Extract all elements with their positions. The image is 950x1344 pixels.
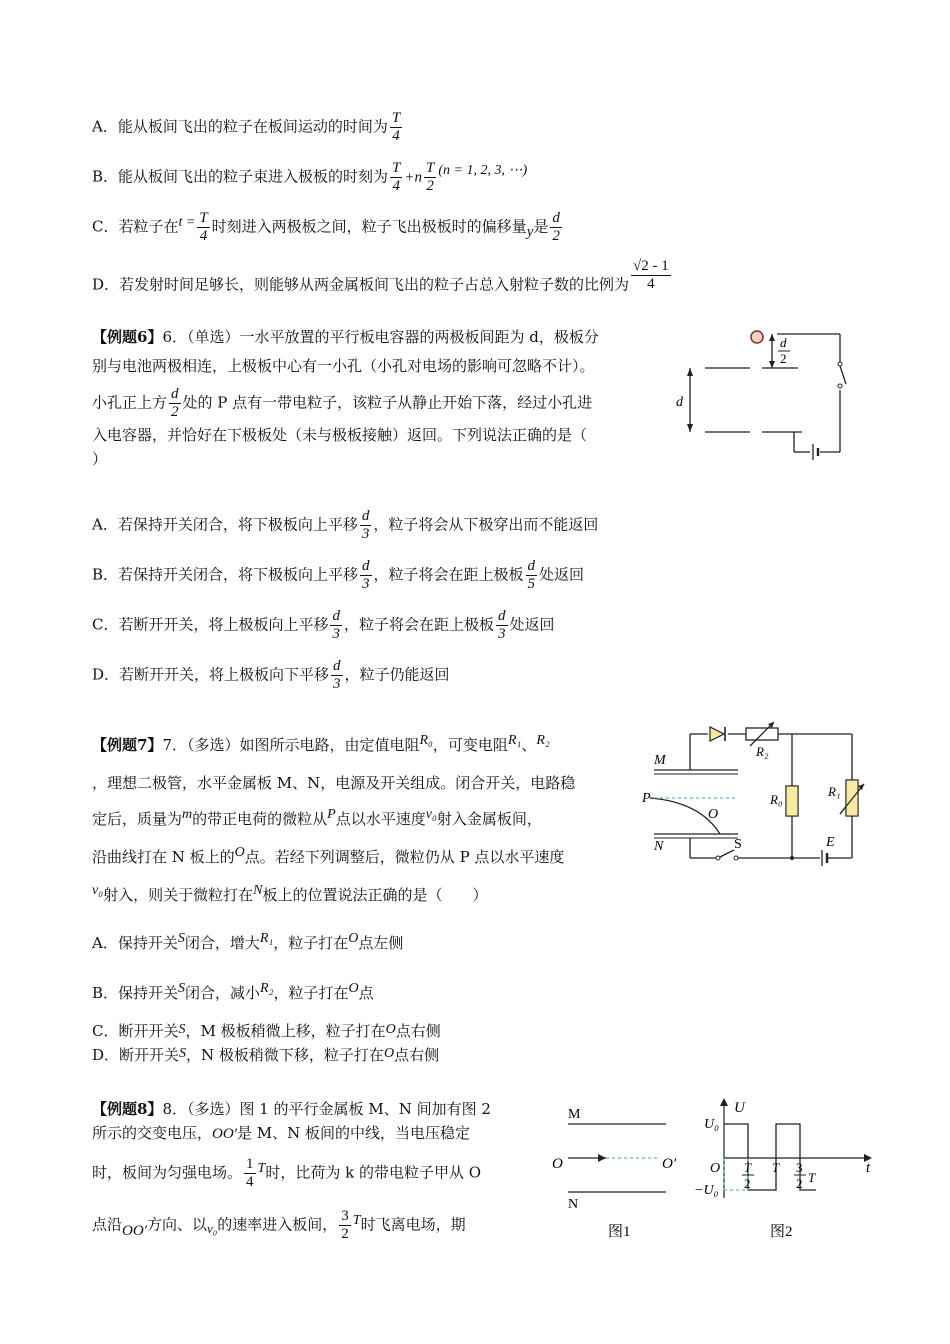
ex6-option-d: D．若断开开关，将上极板向下平移 $\frac{d}{3}$ ，粒子仍能返回 — [92, 658, 450, 692]
label-r1: R₁ — [828, 784, 841, 799]
q5-option-d: D．若发射时间足够长，则能够从两金属板间飞出的粒子占总入射粒子数的比例为 $\frac{√2 - 1}{4}$ — [92, 258, 669, 294]
label-d-half-den: 2 — [780, 351, 787, 366]
q5-option-c: C．若粒子在t = $\frac{T}{4}$ 时刻进入两极板之间，粒子飞出极板时的偏移量y是 $\frac{d}{2}$ — [92, 210, 560, 244]
fraction: $\frac{d}{5}$ — [527, 558, 536, 592]
fraction: $\frac{d}{3}$ — [498, 608, 506, 642]
ex6-line5: ） — [92, 450, 108, 468]
ex7-option-c: C．断开开关S，M 极板稍微上移，粒子打在O点右侧 — [92, 1022, 441, 1040]
ex8-figure1 — [548, 1100, 688, 1250]
figure-caption: 图2 — [770, 1224, 793, 1240]
label-t-half-num: T — [744, 1160, 752, 1175]
ex7-line3: 定后，质量为m的带正电荷的微粒从P点以水平速度v₀射入金属板间， — [92, 807, 542, 828]
ex6-option-b: B．若保持开关闭合，将下极板向上平移 $\frac{d}{3}$ ，粒子将会在距上极板 $\frac{d}{5}$ 处返回 — [92, 558, 585, 592]
label-three-half-t: T — [808, 1170, 816, 1185]
label-t-half-den: 2 — [744, 1176, 751, 1191]
fraction: $\frac{T}{4}$ — [199, 210, 208, 244]
ex6-line1: 【例题6】6．（单选）一水平放置的平行板电容器的两极板间距为 d，极板分 — [92, 328, 599, 346]
label-o-prime: O′ — [662, 1156, 677, 1172]
fraction: $\frac{T}{2}$ — [426, 160, 435, 194]
ex7-option-a: A．保持开关S闭合，增大R₁，粒子打在O点左侧 — [92, 931, 404, 952]
ex6-option-c: C．若断开开关，将上极板向上平移 $\frac{d}{3}$ ，粒子将会在距上极板 $\frac{d}{3}$ 处返回 — [92, 608, 555, 642]
ex6-option-a: A．若保持开关闭合，将下极板向上平移 $\frac{d}{3}$ ，粒子将会从下极穿出而不能返回 — [92, 508, 599, 542]
ex7-line5: v₀射入，则关于微粒打在N板上的位置说法正确的是（ ） — [92, 883, 488, 904]
fraction: $\frac{d}{2}$ — [171, 386, 179, 420]
ex8-figure2 — [690, 1094, 880, 1254]
label-o: O — [710, 1161, 721, 1176]
fraction: $\frac{3}{2}$ — [341, 1208, 349, 1242]
label-s: S — [734, 837, 742, 852]
label-t-period: T — [772, 1160, 780, 1175]
ex7-line4: 沿曲线打在 N 板上的O点。若经下列调整后，微粒仍从 P 点以水平速度 — [92, 845, 565, 866]
fraction: $\frac{T}{4}$ — [391, 110, 401, 144]
label-o: O — [708, 807, 719, 822]
ex8-line1: 【例题8】8．（多选）图 1 的平行金属板 M、N 间加有图 2 — [92, 1100, 491, 1118]
label-three-half-den: 2 — [796, 1176, 803, 1191]
ex6-line3: 小孔正上方 $\frac{d}{2}$ 处的 P 点有一带电粒子，该粒子从静止开始下落，经过小孔进 — [92, 386, 593, 420]
diode-icon — [710, 727, 724, 741]
ex6-line2: 别与电池两极相连，上极板中心有一小孔（小孔对电场的影响可忽略不计）。 — [92, 357, 595, 375]
ex6-capacitor-figure — [670, 320, 870, 460]
ex6-line4: 入电容器，并恰好在下极板处（未与极板接触）返回。下列说法正确的是（ — [92, 426, 588, 444]
particle-icon — [751, 331, 763, 343]
ex7-option-b: B．保持开关S闭合，减小R₂，粒子打在O点 — [92, 981, 374, 1002]
label-n: N — [654, 839, 664, 854]
label-r2: R₂ — [756, 744, 769, 759]
ex7-line2: ，理想二极管，水平金属板 M、N，电源及开关组成。闭合开关，电路稳 — [92, 774, 576, 792]
label-neg-u0: −U₀ — [694, 1183, 719, 1198]
label-m: M — [654, 753, 666, 768]
label-o: O — [552, 1156, 563, 1172]
fraction: $\frac{√2 - 1}{4}$ — [633, 258, 669, 292]
ex8-line2: 所示的交变电压，OO′是 M、N 板间的中线，当电压稳定 — [92, 1124, 470, 1142]
ex8-line3: 时，板间为匀强电场。 $\frac{1}{4}$ T时，比荷为 k 的带电粒子甲从 O — [92, 1156, 482, 1190]
label-p: P — [642, 791, 651, 806]
label-u: U — [734, 1100, 745, 1116]
fraction: $\frac{d}{3}$ — [332, 608, 340, 642]
label-d-half-num: d — [780, 335, 787, 350]
fraction: $\frac{T}{4}$ — [392, 160, 401, 194]
label-e: E — [826, 835, 835, 850]
fraction: $\frac{d}{2}$ — [552, 210, 560, 244]
ex7-option-d: D．断开开关S，N 极板稍微下移，粒子打在O点右侧 — [92, 1046, 440, 1064]
label-r0: R₀ — [770, 792, 783, 807]
fraction: $\frac{d}{3}$ — [361, 508, 370, 542]
fraction: $\frac{d}{3}$ — [333, 658, 341, 692]
ex7-circuit-figure — [640, 718, 880, 878]
fraction: $\frac{1}{4}$ — [246, 1156, 254, 1190]
label-t: t — [866, 1160, 871, 1176]
figure-caption: 图1 — [608, 1224, 631, 1240]
label-d: d — [676, 395, 683, 410]
q5-option-a: A．能从板间飞出的粒子在板间运动的时间为 $\frac{T}{4}$ — [92, 110, 401, 144]
label-u0: U₀ — [704, 1117, 719, 1132]
label-m: M — [568, 1107, 581, 1122]
label-three-half-num: 3 — [796, 1160, 803, 1175]
ex8-line4: 点沿OO′方向、以v₀的速率进入板间， $\frac{3}{2}$ T时飞离电场，期 — [92, 1208, 466, 1242]
fraction: $\frac{d}{3}$ — [362, 558, 370, 592]
label-n: N — [568, 1197, 579, 1212]
ex7-line1: 【例题7】7．（多选）如图所示电路，由定值电阻R₀，可变电阻R₁、R₂ — [92, 733, 550, 754]
q5-option-b: B．能从板间飞出的粒子束进入极板的时刻为 $\frac{T}{4}$ +n $\frac{T}{2}$ (n = 1, 2, 3, ⋯) — [92, 160, 528, 194]
